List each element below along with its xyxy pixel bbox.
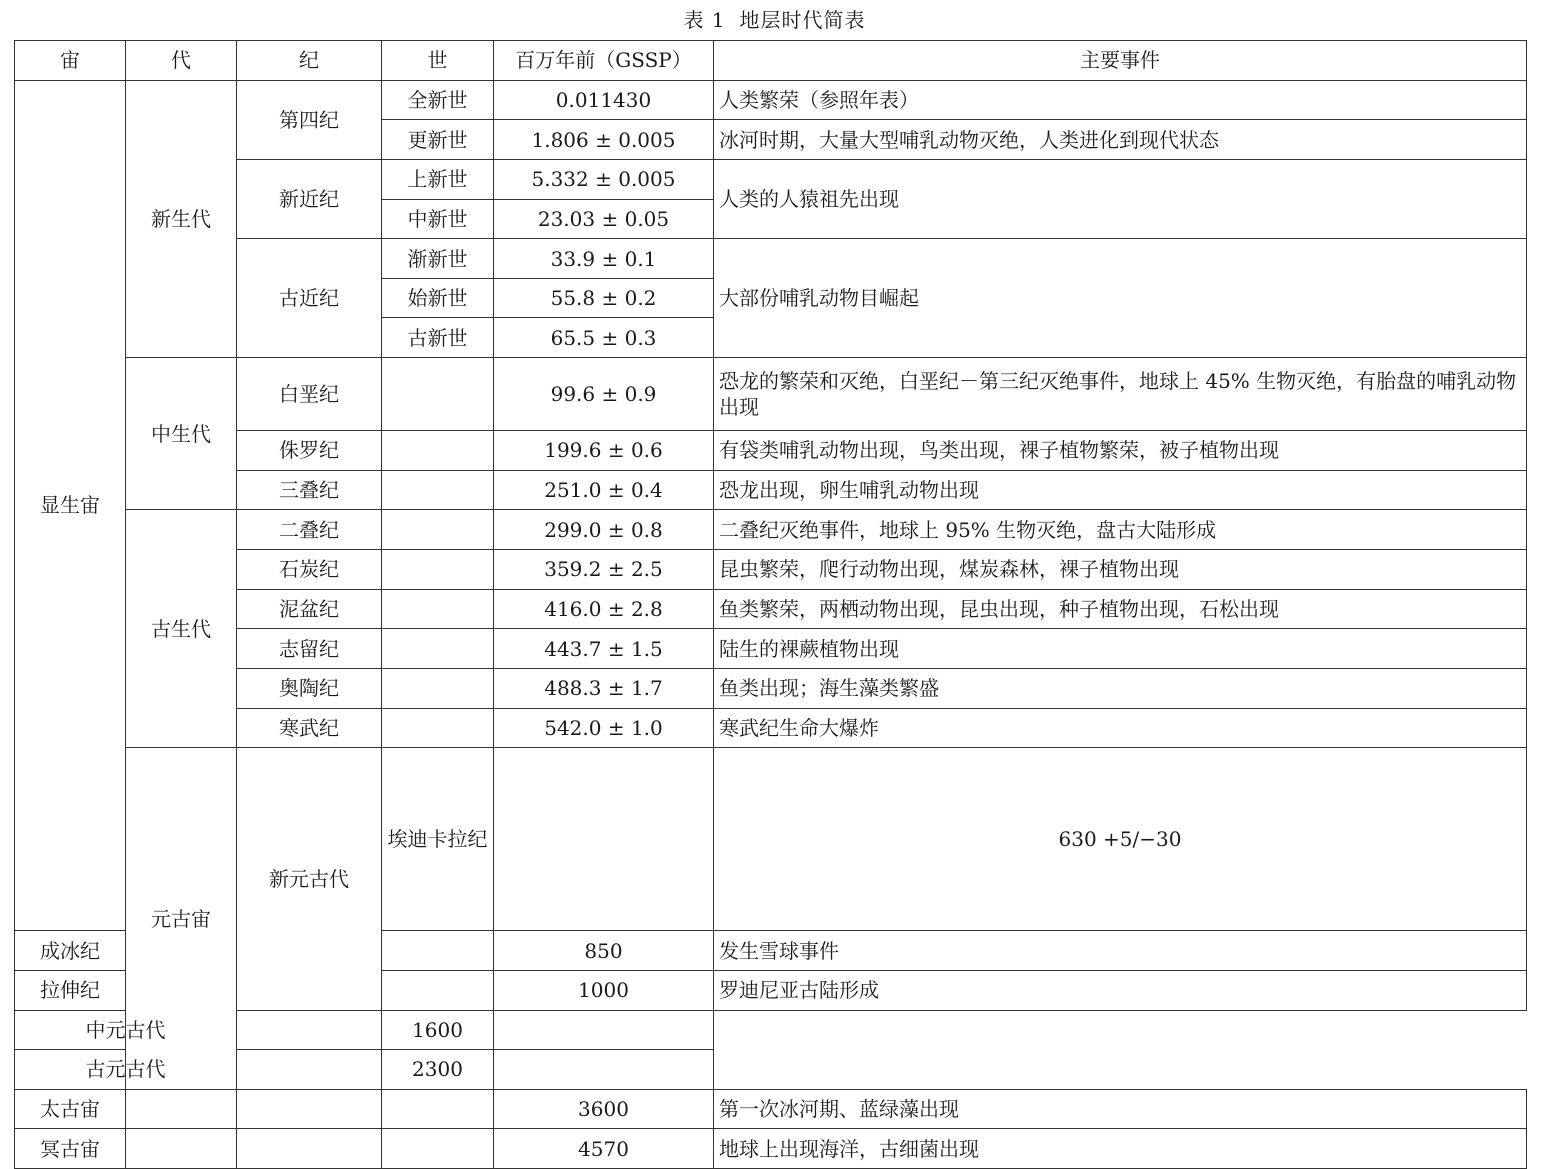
- era-cenozoic: 新生代: [126, 80, 237, 357]
- mya-pliocene: 5.332 ± 0.005: [494, 159, 714, 199]
- period-carboniferous: 石炭纪: [237, 550, 382, 590]
- epoch-empty: [382, 550, 494, 590]
- header-period: 纪: [237, 41, 382, 81]
- events-empty: [494, 1010, 714, 1050]
- table-row: [15, 1129, 1527, 1169]
- period-tonian: 拉伸纪: [15, 970, 126, 1010]
- mya-tonian: 1000: [494, 970, 714, 1010]
- eon-hadean: 冥古宙: [15, 1129, 126, 1169]
- table-row: [15, 550, 1527, 590]
- period-quaternary: 第四纪: [237, 80, 382, 159]
- epoch-empty: [237, 1050, 382, 1090]
- table-row: [15, 708, 1527, 748]
- epoch-holocene: 全新世: [382, 80, 494, 120]
- period-ediacaran: 埃迪卡拉纪: [382, 748, 494, 931]
- eon-phanerozoic: 显生宙: [15, 80, 126, 931]
- mya-hadean: 4570: [494, 1129, 714, 1169]
- events-cambrian: 寒武纪生命大爆炸: [714, 708, 1527, 748]
- epoch-oligocene: 渐新世: [382, 239, 494, 279]
- period-empty: [237, 1089, 382, 1129]
- table-caption: [0, 4, 1549, 36]
- epoch-miocene: 中新世: [382, 199, 494, 239]
- table-row: [15, 510, 1527, 550]
- period-cryogenian: 成冰纪: [15, 931, 126, 971]
- events-empty: [494, 1050, 714, 1090]
- era-empty: [126, 1129, 237, 1169]
- period-empty: [237, 1129, 382, 1169]
- events-archean: 第一次冰河期、蓝绿藻出现: [714, 1089, 1527, 1129]
- period-silurian: 志留纪: [237, 629, 382, 669]
- table-row: [15, 1050, 1527, 1090]
- mya-oligocene: 33.9 ± 0.1: [494, 239, 714, 279]
- events-tonian: 罗迪尼亚古陆形成: [714, 970, 1527, 1010]
- era-neoproterozoic: 新元古代: [237, 748, 382, 1010]
- period-permian: 二叠纪: [237, 510, 382, 550]
- mya-devonian: 416.0 ± 2.8: [494, 589, 714, 629]
- mya-ediacaran: 630 +5/−30: [714, 748, 1527, 931]
- table-row: [15, 358, 1527, 431]
- mya-permian: 299.0 ± 0.8: [494, 510, 714, 550]
- header-row: [15, 41, 1527, 81]
- eon-proterozoic: 元古宙: [126, 748, 237, 1090]
- mya-paleoproterozoic: 2300: [382, 1050, 494, 1090]
- era-mesozoic: 中生代: [126, 358, 237, 510]
- events-cryogenian: 发生雪球事件: [714, 931, 1527, 971]
- period-triassic: 三叠纪: [237, 470, 382, 510]
- table-row: [15, 159, 1527, 199]
- events-cretaceous: 恐龙的繁荣和灭绝，白垩纪－第三纪灭绝事件，地球上 45% 生物灭绝，有胎盘的哺乳动物出现: [714, 358, 1527, 431]
- events-carboniferous: 昆虫繁荣，爬行动物出现，煤炭森林，裸子植物出现: [714, 550, 1527, 590]
- mya-triassic: 251.0 ± 0.4: [494, 470, 714, 510]
- events-neogene: 人类的人猿祖先出现: [714, 159, 1527, 238]
- events-ordovician: 鱼类出现；海生藻类繁盛: [714, 668, 1527, 708]
- events-silurian: 陆生的裸蕨植物出现: [714, 629, 1527, 669]
- events-pleistocene: 冰河时期，大量大型哺乳动物灭绝，人类进化到现代状态: [714, 120, 1527, 160]
- table-row: [15, 748, 1527, 931]
- header-events: 主要事件: [714, 41, 1527, 81]
- period-cambrian: 寒武纪: [237, 708, 382, 748]
- period-cretaceous: 白垩纪: [237, 358, 382, 431]
- mya-holocene: 0.011430: [494, 80, 714, 120]
- period-paleogene: 古近纪: [237, 239, 382, 358]
- mya-mesoproterozoic: 1600: [382, 1010, 494, 1050]
- table-row: [15, 668, 1527, 708]
- epoch-empty: [382, 589, 494, 629]
- mya-cambrian: 542.0 ± 1.0: [494, 708, 714, 748]
- mya-pleistocene: 1.806 ± 0.005: [494, 120, 714, 160]
- events-hadean: 地球上出现海洋，古细菌出现: [714, 1129, 1527, 1169]
- table-row: [15, 239, 1527, 279]
- mya-silurian: 443.7 ± 1.5: [494, 629, 714, 669]
- era-paleoproterozoic: 古元古代: [15, 1050, 237, 1090]
- period-devonian: 泥盆纪: [237, 589, 382, 629]
- events-triassic: 恐龙出现，卵生哺乳动物出现: [714, 470, 1527, 510]
- table-row: [15, 80, 1527, 120]
- epoch-pleistocene: 更新世: [382, 120, 494, 160]
- events-jurassic: 有袋类哺乳动物出现，鸟类出现，裸子植物繁荣，被子植物出现: [714, 431, 1527, 471]
- epoch-empty: [382, 629, 494, 669]
- mya-archean: 3600: [494, 1089, 714, 1129]
- epoch-empty: [382, 470, 494, 510]
- events-paleogene: 大部份哺乳动物目崛起: [714, 239, 1527, 358]
- epoch-empty: [382, 510, 494, 550]
- mya-ordovician: 488.3 ± 1.7: [494, 668, 714, 708]
- era-mesoproterozoic: 中元古代: [15, 1010, 237, 1050]
- epoch-empty: [382, 931, 494, 971]
- mya-cryogenian: 850: [494, 931, 714, 971]
- header-epoch: 世: [382, 41, 494, 81]
- era-empty: [126, 1089, 237, 1129]
- table-row: [15, 589, 1527, 629]
- table-row: [15, 1089, 1527, 1129]
- events-permian: 二叠纪灭绝事件，地球上 95% 生物灭绝，盘古大陆形成: [714, 510, 1527, 550]
- mya-jurassic: 199.6 ± 0.6: [494, 431, 714, 471]
- epoch-empty: [382, 668, 494, 708]
- epoch-empty: [494, 748, 714, 931]
- epoch-empty: [382, 708, 494, 748]
- table-number: 表 1: [683, 8, 726, 32]
- period-neogene: 新近纪: [237, 159, 382, 238]
- mya-eocene: 55.8 ± 0.2: [494, 278, 714, 318]
- period-jurassic: 侏罗纪: [237, 431, 382, 471]
- era-paleozoic: 古生代: [126, 510, 237, 748]
- header-mya: 百万年前（GSSP）: [494, 41, 714, 81]
- epoch-pliocene: 上新世: [382, 159, 494, 199]
- mya-miocene: 23.03 ± 0.05: [494, 199, 714, 239]
- table-row: [15, 629, 1527, 669]
- period-ordovician: 奥陶纪: [237, 668, 382, 708]
- header-era: 代: [126, 41, 237, 81]
- mya-carboniferous: 359.2 ± 2.5: [494, 550, 714, 590]
- table-row: [15, 431, 1527, 471]
- epoch-empty: [382, 970, 494, 1010]
- epoch-eocene: 始新世: [382, 278, 494, 318]
- eon-archean: 太古宙: [15, 1089, 126, 1129]
- events-devonian: 鱼类繁荣，两栖动物出现，昆虫出现，种子植物出现，石松出现: [714, 589, 1527, 629]
- header-eon: 宙: [15, 41, 126, 81]
- table-row: [15, 1010, 1527, 1050]
- epoch-empty: [382, 1089, 494, 1129]
- epoch-empty: [382, 358, 494, 431]
- table-title: 地层时代简表: [739, 8, 866, 32]
- events-holocene: 人类繁荣（参照年表）: [714, 80, 1527, 120]
- epoch-empty: [382, 1129, 494, 1169]
- table-row: [15, 470, 1527, 510]
- mya-paleocene: 65.5 ± 0.3: [494, 318, 714, 358]
- epoch-empty: [382, 431, 494, 471]
- epoch-empty: [237, 1010, 382, 1050]
- geologic-time-table: [14, 40, 1527, 1169]
- epoch-paleocene: 古新世: [382, 318, 494, 358]
- mya-cretaceous: 99.6 ± 0.9: [494, 358, 714, 431]
